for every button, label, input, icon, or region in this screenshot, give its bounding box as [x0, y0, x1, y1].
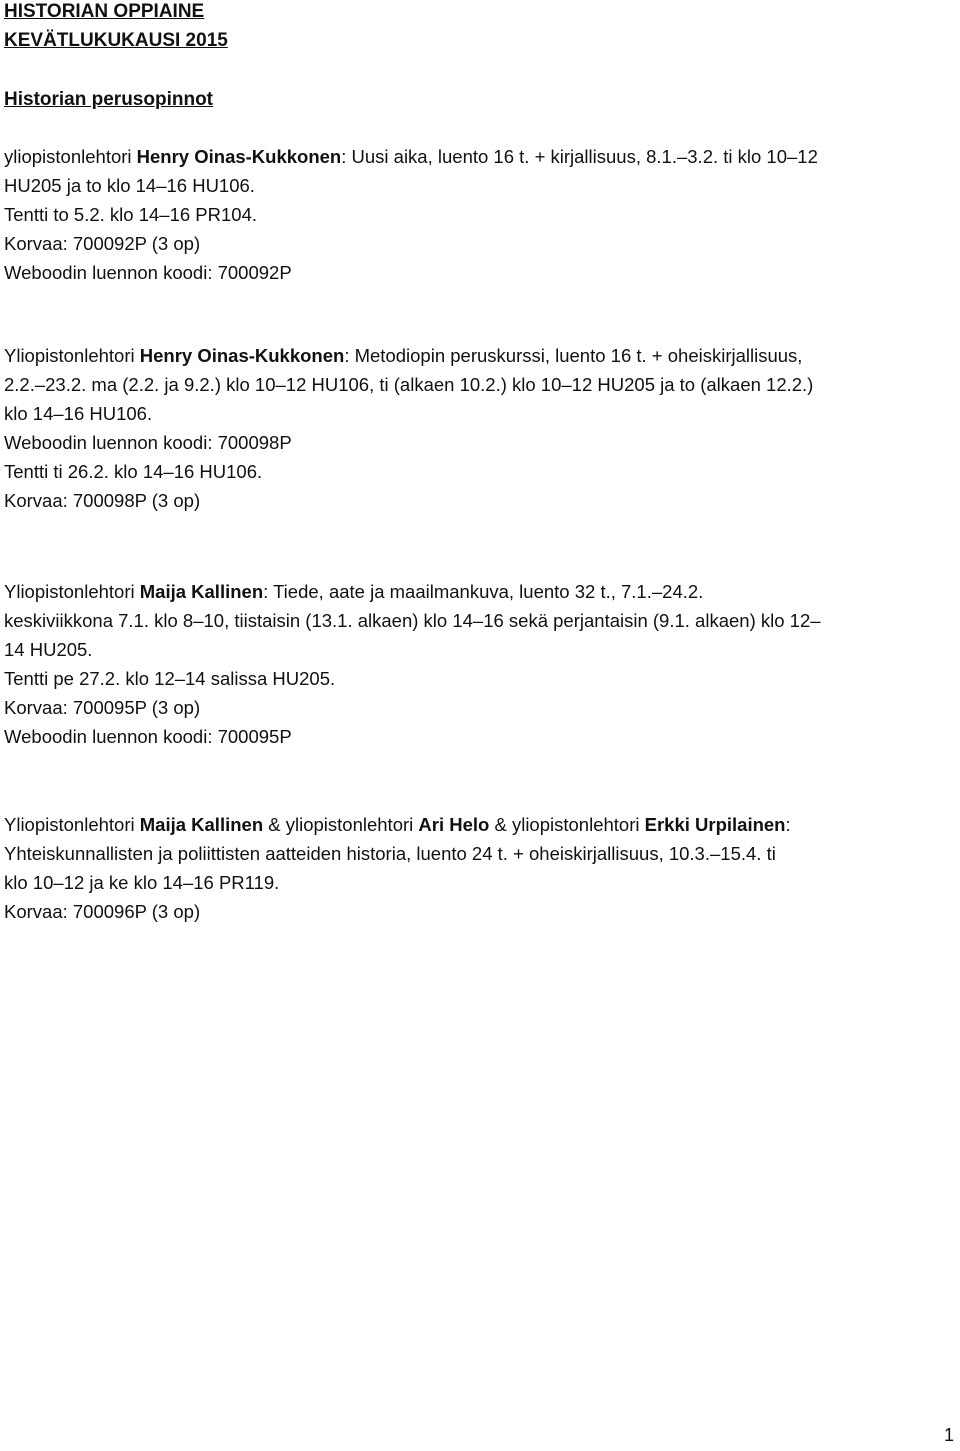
course-entry	[4, 577, 954, 751]
course-text: :	[785, 814, 791, 835]
course-text: klo 14–16 HU106.	[4, 403, 153, 424]
course-line	[4, 341, 954, 370]
lecturer-name: Erkki Urpilainen	[644, 814, 786, 835]
course-text: keskiviikkona 7.1. klo 8–10, tiistaisin (13.1. alkaen) klo 14–16 sekä perjantaisin (9.1. alkaen) klo 12–	[4, 610, 821, 631]
course-line	[4, 229, 954, 258]
course-line	[4, 839, 954, 868]
course-text: Tentti to 5.2. klo 14–16 PR104.	[4, 204, 258, 225]
lecturer-name: Henry Oinas-Kukkonen	[139, 345, 345, 366]
course-line	[4, 486, 954, 515]
course-line	[4, 142, 954, 171]
course-text: Tentti pe 27.2. klo 12–14 salissa HU205.	[4, 668, 336, 689]
course-text: : Uusi aika, luento 16 t. + kirjallisuus, 8.1.–3.2. ti klo 10–12	[341, 146, 818, 167]
course-text: Yliopistonlehtori	[4, 581, 140, 602]
course-line	[4, 693, 954, 722]
course-line	[4, 370, 954, 399]
course-text: Tentti ti 26.2. klo 14–16 HU106.	[4, 461, 263, 482]
page-number: 1	[943, 1425, 954, 1445]
course-text: & yliopistonlehtori	[489, 814, 645, 835]
course-text: Yliopistonlehtori	[4, 814, 140, 835]
course-line	[4, 258, 954, 287]
course-text: 2.2.–23.2. ma (2.2. ja 9.2.) klo 10–12 HU106, ti (alkaen 10.2.) klo 10–12 HU205 ja to (alkaen 12.2.)	[4, 374, 814, 395]
course-text: Weboodin luennon koodi: 700095P	[4, 726, 292, 747]
lecturer-name: Maija Kallinen	[139, 581, 264, 602]
course-line	[4, 428, 954, 457]
course-text: HU205 ja to klo 14–16 HU106.	[4, 175, 255, 196]
course-line	[4, 171, 954, 200]
section-heading: Historian perusopinnot	[4, 89, 213, 110]
course-text: Weboodin luennon koodi: 700098P	[4, 432, 292, 453]
course-entry	[4, 142, 954, 287]
course-text: Yliopistonlehtori	[4, 345, 140, 366]
course-text: 14 HU205.	[4, 639, 93, 660]
course-entry	[4, 341, 954, 515]
course-text: klo 10–12 ja ke klo 14–16 PR119.	[4, 872, 280, 893]
course-line	[4, 664, 954, 693]
course-text: Weboodin luennon koodi: 700092P	[4, 262, 292, 283]
course-line	[4, 810, 954, 839]
course-text: yliopistonlehtori	[4, 146, 137, 167]
course-line	[4, 457, 954, 486]
course-text: : Metodiopin peruskurssi, luento 16 t. + oheiskirjallisuus,	[344, 345, 803, 366]
lecturer-name: Ari Helo	[418, 814, 490, 835]
course-text: & yliopistonlehtori	[263, 814, 419, 835]
department-heading: HISTORIAN OPPIAINE	[4, 1, 205, 22]
course-text: Yhteiskunnallisten ja poliittisten aatteiden historia, luento 24 t. + oheiskirjallisuus, 10.3.–15.4. ti	[4, 843, 776, 864]
course-text: : Tiede, aate ja maailmankuva, luento 32 t., 7.1.–24.2.	[263, 581, 704, 602]
course-line	[4, 606, 954, 635]
course-text: Korvaa: 700096P (3 op)	[4, 901, 201, 922]
course-line	[4, 200, 954, 229]
course-entry	[4, 810, 954, 926]
course-line	[4, 868, 954, 897]
lecturer-name: Henry Oinas-Kukkonen	[136, 146, 342, 167]
course-line	[4, 577, 954, 606]
course-line	[4, 635, 954, 664]
semester-heading: KEVÄTLUKUKAUSI 2015	[4, 30, 228, 51]
course-text: Korvaa: 700095P (3 op)	[4, 697, 201, 718]
course-text: Korvaa: 700098P (3 op)	[4, 490, 201, 511]
course-line	[4, 399, 954, 428]
course-text: Korvaa: 700092P (3 op)	[4, 233, 201, 254]
course-line	[4, 722, 954, 751]
lecturer-name: Maija Kallinen	[139, 814, 264, 835]
course-line	[4, 897, 954, 926]
